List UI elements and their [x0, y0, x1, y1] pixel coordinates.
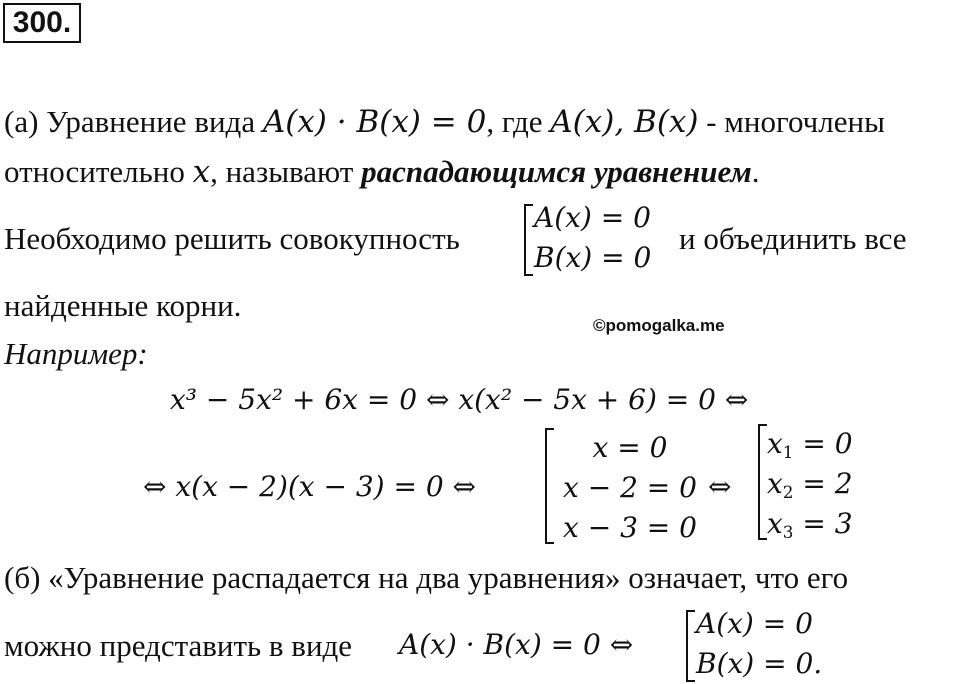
example-arrow: ⇔ [708, 470, 732, 503]
example-equation-2: ⇔ x(x − 2)(x − 3) = 0 ⇔ [143, 470, 477, 503]
part-b-line-2-start: можно представить в виде [4, 628, 353, 663]
part-b-system [696, 604, 822, 684]
root-1-value: = 0 [802, 427, 853, 460]
example-system-1-line-3: x − 3 = 0 [563, 511, 697, 544]
part-a-equation: A(x) · B(x) = 0 [262, 104, 487, 140]
part-a-line-1 [4, 104, 885, 140]
part-a-funcs: A(x), B(x) [550, 104, 699, 140]
root-1 [767, 424, 853, 464]
system-line-1: A(x) = 0 [534, 201, 651, 234]
part-a-suffix: - многочлены [698, 104, 885, 139]
root-2-index: 2 [782, 482, 794, 503]
system-bracket [524, 204, 533, 276]
part-a-line-3-start: Необходимо решить совокупность [4, 221, 460, 256]
part-b-bracket [686, 610, 695, 682]
part-b-system-line-2: B(x) = 0. [696, 647, 823, 680]
part-a-var: x [192, 154, 211, 190]
part-b-equation: A(x) · B(x) = 0 ⇔ [399, 628, 634, 661]
root-3-index: 3 [782, 522, 794, 543]
part-a-period: . [751, 154, 760, 189]
part-a-line-2 [4, 154, 759, 190]
root-3-var: x [767, 507, 783, 540]
part-a-system [534, 198, 651, 278]
part-a-line-4: найденные корни. [4, 288, 242, 323]
example-system-1-line-1: x = 0 [592, 431, 668, 464]
example-system-1-line-2: x − 2 = 0 [563, 471, 697, 504]
example-equation-1: x³ − 5x² + 6x = 0 ⇔ x(x² − 5x + 6) = 0 ⇔ [170, 383, 749, 416]
part-a-mid: , где [486, 104, 543, 139]
root-1-index: 1 [782, 442, 794, 463]
example-label: Например: [4, 336, 148, 371]
problem-number: 300. [3, 3, 81, 43]
root-2-var: x [767, 467, 783, 500]
part-a-term: распадающимся уравнением [361, 154, 752, 189]
root-2 [767, 464, 853, 504]
example-system-1 [555, 428, 705, 548]
part-a-line-3-end: и объединить все [679, 221, 907, 256]
watermark: ©pomogalka.me [593, 316, 725, 335]
part-a-prefix: (а) Уравнение вида [4, 104, 256, 139]
root-3-value: = 3 [802, 507, 853, 540]
part-a-line2-start: относительно [4, 154, 185, 189]
root-2-value: = 2 [802, 467, 853, 500]
example-roots [767, 424, 853, 544]
root-1-var: x [767, 427, 783, 460]
root-3 [767, 504, 853, 544]
example-bracket-2 [758, 424, 767, 540]
system-line-2: B(x) = 0 [534, 241, 652, 274]
part-b-system-line-1: A(x) = 0 [696, 607, 813, 640]
part-b-line-1: (б) «Уравнение распадается на два уравнения» означает, что его [4, 560, 849, 595]
part-a-line2-mid: , называют [210, 154, 354, 189]
example-bracket-1 [545, 428, 554, 544]
